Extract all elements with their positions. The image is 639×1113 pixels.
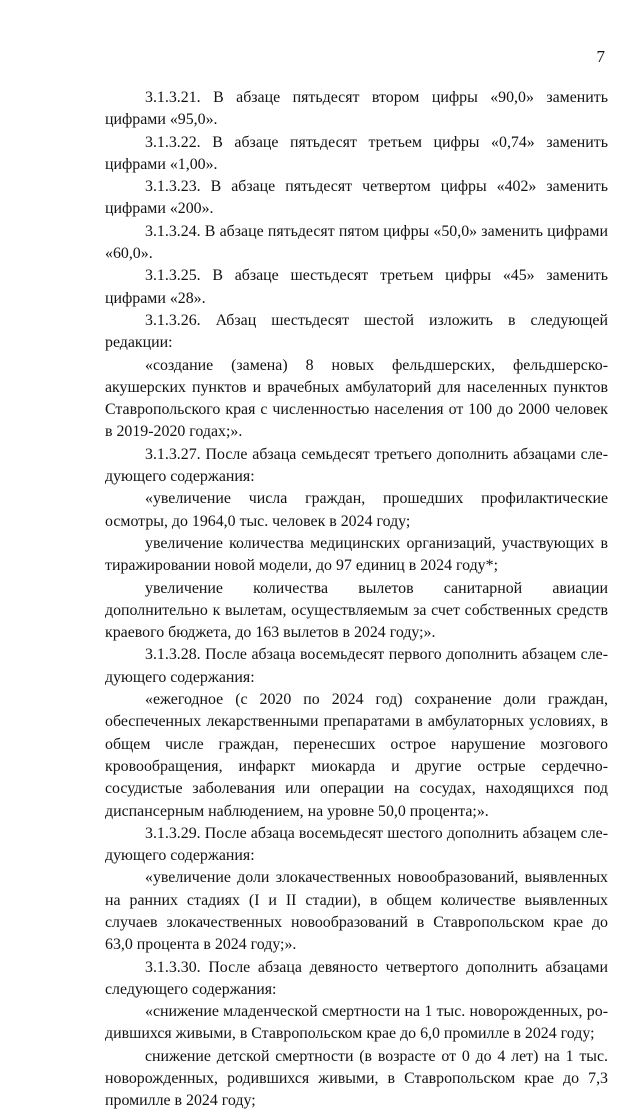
quoted-paragraph: снижение детской смертности (в возрасте от 0 до 4 лет) на 1 тыс. новорожденных, родившихся живыми, в Ставропольском крае до 7,3 промилле в 2024 году; <box>105 1047 608 1110</box>
paragraph-3-1-3-24: 3.1.3.24. В абзаце пятьдесят пятом цифры «50,0» заменить цифрами «60,0». <box>105 222 608 263</box>
paragraph-3-1-3-27: 3.1.3.27. После абзаца семьдесят третьего дополнить абзацами следующего содержания: <box>105 445 608 486</box>
quoted-paragraph: увеличение количества вылетов санитарной авиации дополнительно к вылетам, осуществляемым за счет собственных средств краевого бюджета, до 163 вылетов в 2024 году;». <box>105 579 608 642</box>
paragraph-3-1-3-29: 3.1.3.29. После абзаца восемьдесят шестого дополнить абзацем следующего содержания: <box>105 824 608 865</box>
paragraph-3-1-3-21: 3.1.3.21. В абзаце пятьдесят втором цифры «90,0» заменить цифрами «95,0». <box>105 89 608 129</box>
paragraph-3-1-3-22: 3.1.3.22. В абзаце пятьдесят третьем цифры «0,74» заменить цифрами «1,00». <box>105 133 608 173</box>
page-number: 7 <box>596 47 605 66</box>
quoted-paragraph: «создание (замена) 8 новых фельдшерских, фельдшерско-акушерских пунктов и врачебных амбулаторий для населенных пунктов Ставропольского края с численностью населения от 100 до 2000 человек в 2019-2020 годах;». <box>105 356 608 441</box>
quoted-paragraph: «увеличение числа граждан, прошедших профилактические осмотры, до 1964,0 тыс. человек в 2024 году; <box>105 490 608 530</box>
document-body <box>105 87 608 1113</box>
quoted-paragraph: «увеличение доли злокачественных новообразований, выявленных на ранних стадиях (I и II стадии), в общем количестве выявленных случаев злокачественных новообразований в Ставропольском крае до 63,0 процента в 2024 году;». <box>105 869 608 954</box>
quoted-paragraph: увеличение количества медицинских организаций, участвующих в тиражировании новой модели, до 97 единиц в 2024 году*; <box>105 534 608 575</box>
quoted-paragraph: «снижение младенческой смертности на 1 тыс. новорожденных, родившихся живыми, в Ставропольском крае до 6,0 промилле в 2024 году; <box>105 1003 608 1043</box>
paragraph-3-1-3-30: 3.1.3.30. После абзаца девяносто четвертого дополнить абзацами следующего содержания: <box>105 958 608 998</box>
quoted-paragraph: «ежегодное (с 2020 по 2024 год) сохранение доли граждан, обеспеченных лекарственными препаратами в амбулаторных условиях, в общем числе граждан, перенесших острое нарушение мозгового кровообращения, инфаркт миокарда и другие острые сердечно-сосудистые заболевания или операции на сосудах, находящихся под диспансерным наблюдением, на уровне 50,0 процента;». <box>105 691 608 820</box>
paragraph-3-1-3-23: 3.1.3.23. В абзаце пятьдесят четвертом цифры «402» заменить цифрами «200». <box>105 178 608 218</box>
paragraph-3-1-3-26: 3.1.3.26. Абзац шестьдесят шестой изложить в следующей редакции: <box>105 311 608 352</box>
paragraph-3-1-3-28: 3.1.3.28. После абзаца восемьдесят первого дополнить абзацем следующего содержания: <box>105 646 608 686</box>
paragraph-3-1-3-25: 3.1.3.25. В абзаце шестьдесят третьем цифры «45» заменить цифрами «28». <box>105 267 608 307</box>
